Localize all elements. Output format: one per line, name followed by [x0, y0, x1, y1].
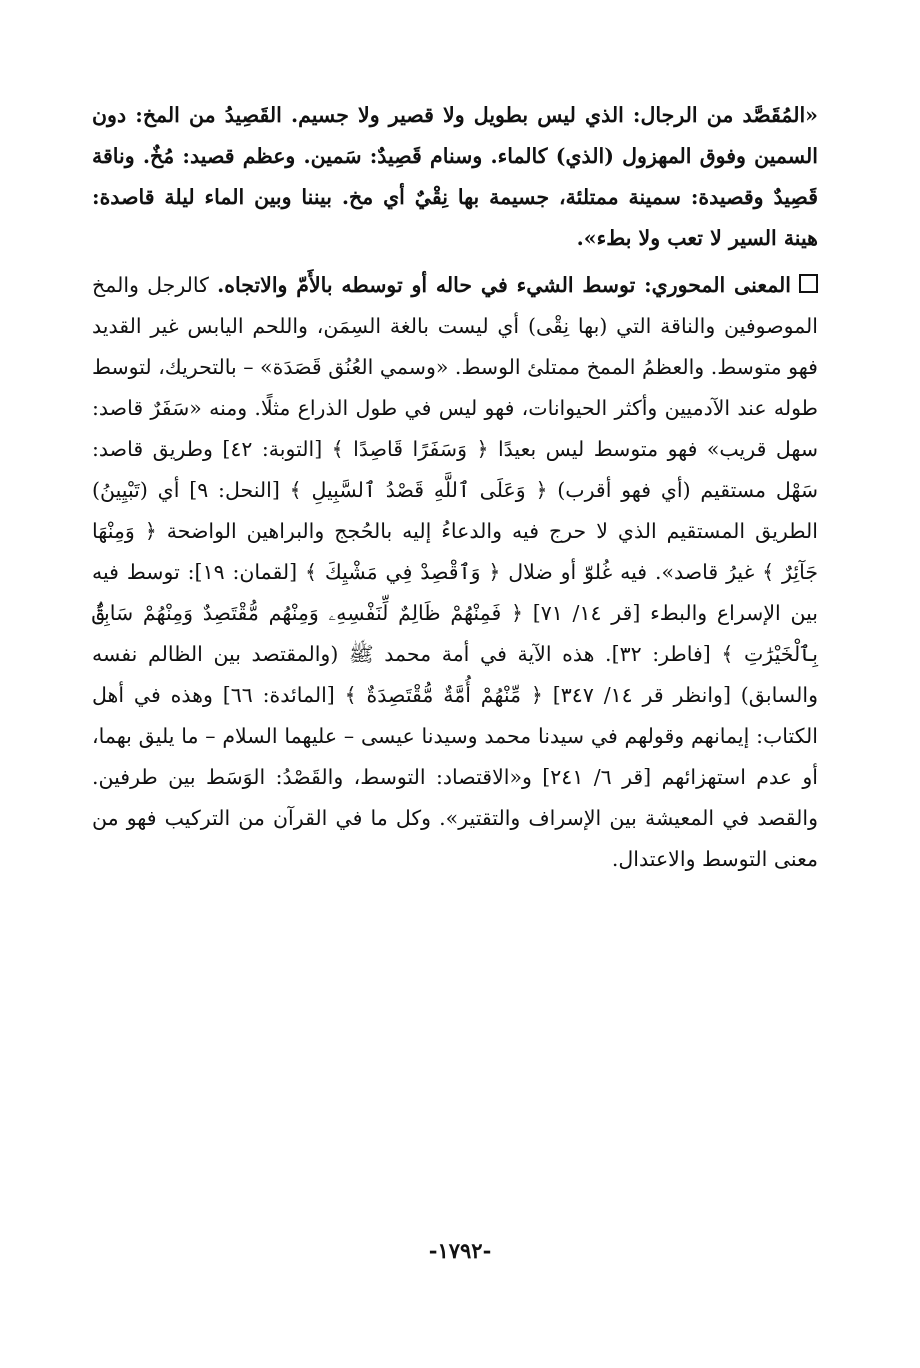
paragraph-definition: «المُقَصَّد من الرجال: الذي ليس بطويل ولا قصير ولا جسيم. القَصِيدُ من المخ: دون السمين وفوق المهزول (الذي) كالماء. وسنام قَصِيدٌ: سَمين. وعظم قصيد: مُخٌ. وناقة قَصِيدٌ وقصيدة: سمينة ممتلئة، جسيمة بها نِقْيٌ أي مخ. بيننا وبين الماء ليلة قاصدة: هينة السير لا تعب ولا بطء». — [92, 103, 818, 250]
checkbox-icon — [799, 274, 818, 293]
core-meaning-heading: المعنى المحوري: توسط الشيء في حاله أو توسطه بالأَمّ والاتجاه. — [217, 273, 791, 297]
page-number: -١٧٩٢- — [428, 1238, 492, 1263]
paragraph-core-meaning — [92, 265, 818, 880]
core-meaning-body: كالرجل والمخ الموصوفين والناقة التي (بها نِقْى) أي ليست بالغة السِمَن، واللحم اليابس غير القديد فهو متوسط. والعظمُ الممخ ممتلئ الوسط. «وسمي العُنُق قَصَدَة» – بالتحريك، لتوسط طوله عند الآدميين وأكثر الحيوانات، فهو ليس في طول الذراع مثلًا. ومنه «سَفَرٌ قاصد: سهل قريب» فهو متوسط ليس بعيدًا ﴿ وَسَفَرًا قَاصِدًا ﴾ [التوبة: ٤٢] وطريق قاصد: سَهْل مستقيم (أي فهو أقرب) ﴿ وَعَلَى ٱللَّهِ قَصْدُ ٱلسَّبِيلِ ﴾ [النحل: ٩] أي (تَبْيِينُ) الطريق المستقيم الذي لا حرج فيه والدعاءُ إليه بالحُجج والبراهين الواضحة ﴿ وَمِنْهَا جَآئِرٌ ﴾ غيرُ قاصد». فيه غُلوّ أو ضلال ﴿ وَٱقْصِدْ فِي مَشْيِكَ ﴾ [لقمان: ١٩]: توسط فيه بين الإسراع والبطء [قر ١٤/ ٧١] ﴿ فَمِنْهُمْ ظَالِمٌ لِّنَفْسِهِۦ وَمِنْهُم مُّقْتَصِدٌ وَمِنْهُمْ سَابِقٌۢ بِٱلْخَيْرَٰتِ ﴾ [فاطر: ٣٢]. هذه الآية في أمة محمد ﷺ (والمقتصد بين الظالم نفسه والسابق) [وانظر قر ١٤/ ٣٤٧] ﴿ مِّنْهُمْ أُمَّةٌ مُّقْتَصِدَةٌ ﴾ [المائدة: ٦٦] وهذه في أهل الكتاب: إيمانهم وقولهم في سيدنا محمد وسيدنا عيسى – عليهما السلام – ما يليق بهما، أو عدم استهزائهم [قر ٦/ ٢٤١] و«الاقتصاد: التوسط، والقَصْدُ: الوَسَط بين طرفين. والقصد في المعيشة بين الإسراف والتقتير». وكل ما في القرآن من التركيب فهو من معنى التوسط والاعتدال. — [92, 273, 818, 871]
page-body — [92, 95, 818, 880]
